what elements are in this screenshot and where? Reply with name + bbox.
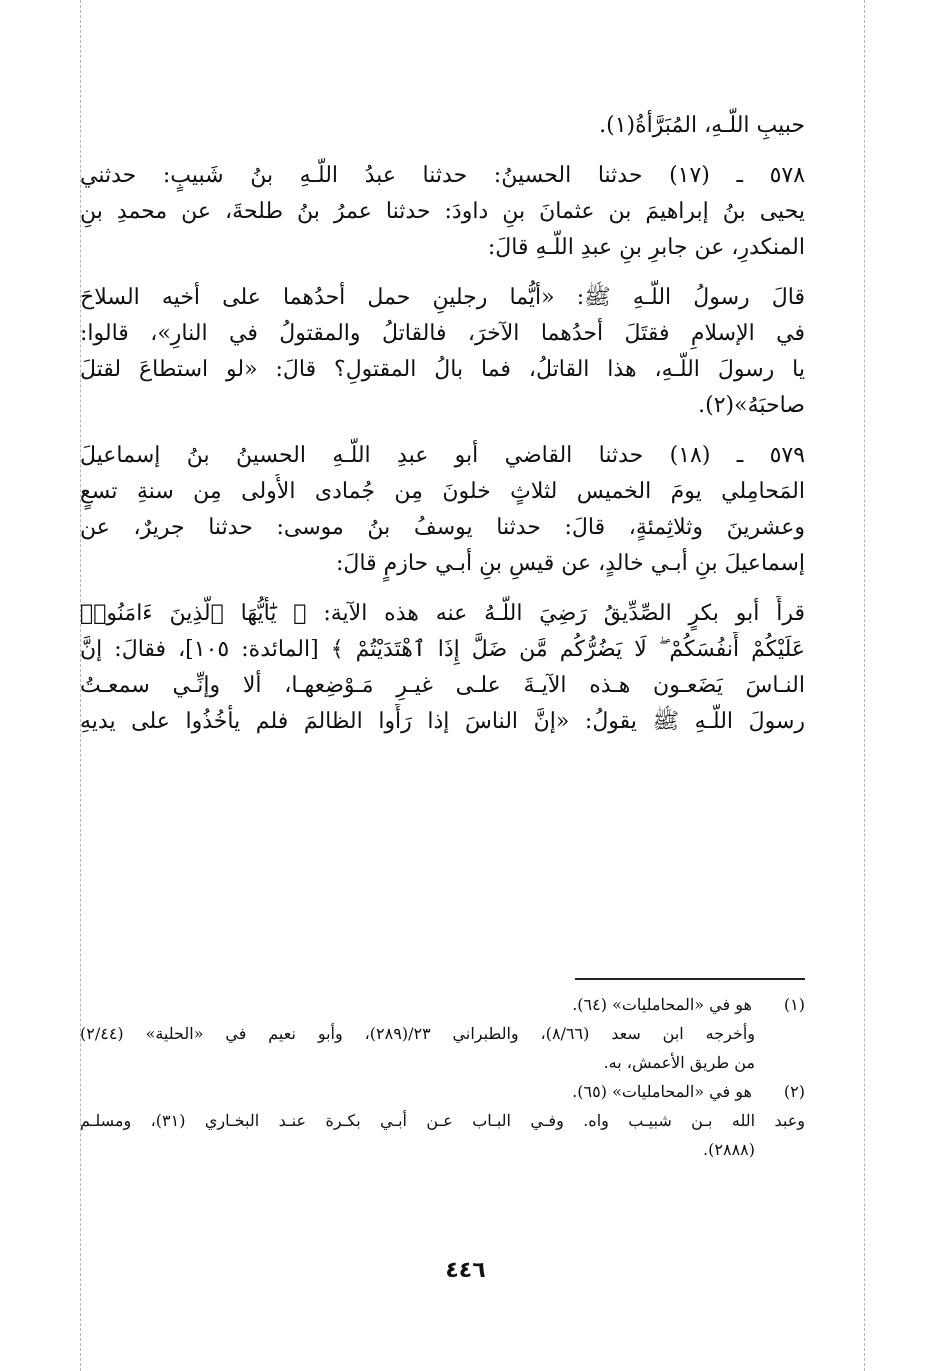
text-line: ٥٧٨ ـ (١٧) حدثنا الحسينُ: حدثنا عبدُ اللَّـهِ بنُ شَبيبٍ: حدثني	[80, 163, 805, 188]
hadith-578-isnad	[80, 158, 805, 266]
footnote-text: (٢٨٨٨).	[703, 1140, 755, 1159]
text-line: حبيبِ اللَّـهِ، المُبَرَّأةُ(١).	[599, 113, 805, 138]
hadith-579-matn	[80, 596, 805, 740]
text-line: صاحبَهُ»(٢).	[698, 393, 805, 418]
footnote-text: من طريق الأعمش، به.	[603, 1053, 755, 1072]
footnote-marker: (٢)	[783, 1082, 805, 1101]
paragraph-top	[80, 108, 805, 144]
text-line: قرأَ أبو بكرٍ الصِّدِّيقُ رَضِيَ اللَّـهُ عنه هذه الآية: ﴿ يَٰٓأَيُّهَا ٱلَّذِينَ ءَامَنُوا۟	[80, 601, 805, 626]
text-line: ٥٧٩ ـ (١٨) حدثنا القاضي أبو عبدِ اللَّـهِ الحسينُ بنُ إسماعيلَ	[80, 443, 805, 468]
text-line: رسولَ اللَّـهِ ﷺ يقولُ: «إنَّ الناسَ إذا رَأَوا الظالمَ فلم يأخُذُوا على يديهِ	[80, 709, 805, 734]
footnote-2	[80, 1077, 805, 1106]
text-line: عَلَيْكُمْ أَنفُسَكُمْ ۖ لَا يَضُرُّكُم مَّن ضَلَّ إِذَا ٱهْتَدَيْتُمْ ﴾ [المائدة: ١٠٥]، فقالَ: إنَّ	[80, 637, 805, 662]
hadith-579-isnad	[80, 438, 805, 582]
footnote-text: وأخرجه ابن سعد (٨/٦٦)، والطبراني ٢٣/(٢٨٩)، وأبو نعيم في «الحلية» (٢/٤٤)	[80, 1024, 756, 1043]
text-line: النـاسَ يَضَعـون هـذه الآيـةَ علـى غيـرِ مَـوْضِعهـا، ألا وإنِّـي سمعـتُ	[80, 673, 805, 698]
footnote-text: هو في «المحامليات» (٦٥).	[572, 1082, 752, 1101]
text-line: المَحامِلي يومَ الخميس لثلاثٍ خلونَ مِن جُمادى الأُولى مِن سنةِ تسعٍ	[80, 479, 805, 504]
text-line: قالَ رسولُ اللَّـهِ ﷺ: «أيُّما رجلينِ حمل أحدُهما على أخيه السلاحَ	[80, 285, 805, 310]
text-line: يا رسولَ اللَّـهِ، هذا القاتلُ، فما بالُ المقتولِ؟ قالَ: «لو استطاعَ لقتلَ	[80, 357, 805, 382]
scan-edge-right	[864, 0, 865, 1371]
footnote-separator	[575, 978, 805, 980]
page-number: ٤٤٦	[445, 1258, 486, 1283]
hadith-578-matn	[80, 280, 805, 424]
text-line: إسماعيلَ بنِ أبـي خالدٍ، عن قيسِ بنِ أبـي حازمٍ قالَ:	[335, 551, 805, 576]
footnote-text: وعبد الله بـن شبيـب واه. وفـي البـاب عـن أبـي بكـرة عنـد البخـاري (٣١)، ومسلـم	[80, 1111, 805, 1130]
footnote-text: هو في «المحامليات» (٦٤).	[572, 995, 752, 1014]
page-body	[80, 108, 805, 754]
footnotes	[80, 990, 805, 1164]
footnote-1	[80, 990, 805, 1019]
text-line: يحيى بنُ إبراهيمَ بن عثمانَ بنِ داودَ: حدثنا عمرُ بنُ طلحةَ، عن محمدِ بنِ	[80, 199, 805, 224]
footnote-marker: (١)	[783, 995, 805, 1014]
text-line: المنكدرِ، عن جابرِ بنِ عبدِ اللَّـهِ قالَ:	[487, 235, 805, 260]
text-line: في الإسلامِ فقتَلَ أحدُهما الآخرَ، فالقاتلُ والمقتولُ في النارِ»، قالوا:	[80, 321, 805, 346]
text-line: وعشرينَ وثلاثِمئةٍ، قالَ: حدثنا يوسفُ بنُ موسى: حدثنا جريرٌ، عن	[80, 515, 805, 540]
